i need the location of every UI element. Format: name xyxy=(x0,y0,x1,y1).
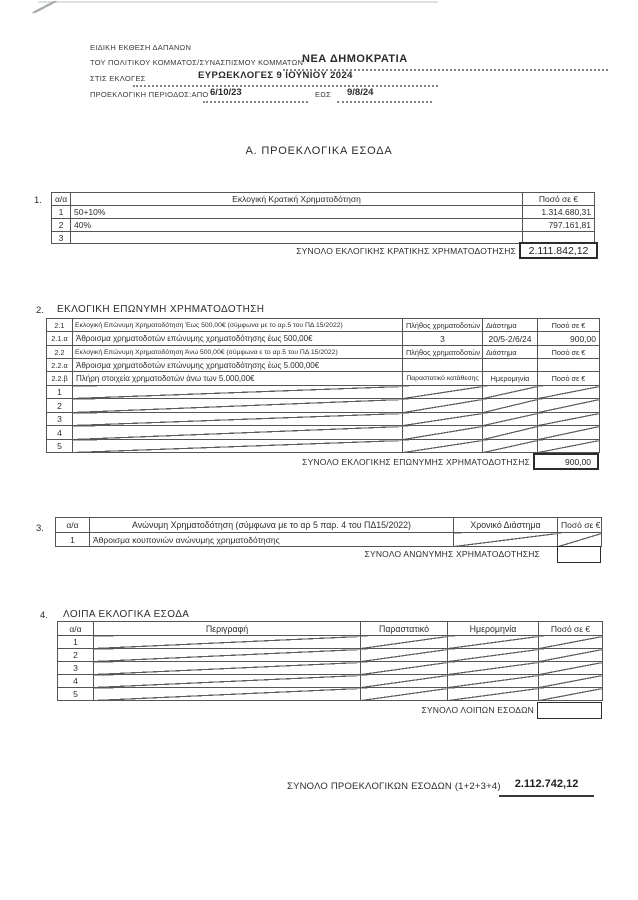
table4-empty-row xyxy=(58,675,603,688)
cell-num: 4 xyxy=(58,675,94,688)
period-label: ΠΡΟΕΚΛΟΓΙΚΗ ΠΕΡΙΟΔΟΣ:ΑΠΟ xyxy=(90,90,209,99)
empty-cell-diagonal xyxy=(539,636,603,649)
table1-col-amount: Ποσό σε € xyxy=(523,193,595,206)
table3-col-period: Χρονικό Διάστημα xyxy=(454,518,558,533)
empty-cell-diagonal xyxy=(361,636,448,649)
empty-cell-diagonal xyxy=(403,399,483,413)
empty-cell-diagonal xyxy=(538,413,600,426)
table2-total-value-box: 900,00 xyxy=(533,453,599,470)
cell-count: 3 xyxy=(403,332,483,346)
table3-row xyxy=(56,533,602,547)
table3-total-value-box-empty xyxy=(557,546,601,563)
empty-cell-diagonal xyxy=(361,662,448,675)
period-eos-label: ΕΩΣ xyxy=(315,90,331,99)
table2-empty-row xyxy=(47,440,600,453)
table4-other-income xyxy=(57,621,603,701)
cell-id: 2.1 xyxy=(47,319,73,332)
table1-row xyxy=(52,206,595,219)
cell-num: 2 xyxy=(58,649,94,662)
cell-amount: 797.161,81 xyxy=(523,219,595,232)
cell-num: 3 xyxy=(47,413,73,426)
table4-empty-row xyxy=(58,662,603,675)
table1-col-num: α/α xyxy=(52,193,71,206)
empty-cell-diagonal xyxy=(94,688,361,701)
empty-cell-diagonal xyxy=(94,662,361,675)
empty-cell-diagonal xyxy=(73,386,403,399)
table2-row-2-2 xyxy=(47,346,600,359)
period-to-value: 9/8/24 xyxy=(347,87,374,98)
empty-cell-diagonal xyxy=(361,688,448,701)
party-value: ΝΕΑ ΔΗΜΟΚΡΑΤΙΑ xyxy=(302,53,408,65)
table1-row xyxy=(52,232,595,244)
empty-cell-diagonal xyxy=(538,426,600,440)
table1-row xyxy=(52,219,595,232)
cell-num: 5 xyxy=(58,688,94,701)
table1-col-desc: Εκλογική Κρατική Χρηματοδότηση xyxy=(71,193,523,206)
empty-cell-diagonal xyxy=(361,675,448,688)
cell-period-header: Διάστημα xyxy=(483,319,538,332)
table3-col-amount: Ποσό σε € xyxy=(558,518,602,533)
table4-empty-row xyxy=(58,649,603,662)
empty-cell-diagonal xyxy=(94,649,361,662)
table4-number: 4. xyxy=(40,610,48,621)
cell-num: 3 xyxy=(52,232,71,244)
empty-cell-diagonal xyxy=(454,533,558,547)
table3-anonymous-funding xyxy=(55,517,602,547)
cell-num: 2 xyxy=(52,219,71,232)
table3-header-row xyxy=(56,518,602,533)
cell-desc: Πλήρη στοιχεία χρηματοδοτών άνω των 5.000,00€ xyxy=(73,372,403,386)
cell-num: 5 xyxy=(47,440,73,453)
table3-col-desc: Ανώνυμη Χρηματοδότηση (σύμφωνα με το αρ 5 παρ. 4 του ΠΔ15/2022) xyxy=(90,518,454,533)
cell-desc: 50+10% xyxy=(71,206,523,219)
cell-num: 1 xyxy=(56,533,90,547)
table4-col-amount: Ποσό σε € xyxy=(539,622,603,636)
empty-cell-diagonal xyxy=(448,688,539,701)
cell-desc: Εκλογική Επώνυμη Χρηματοδότηση Άνω 500,00€ (σύμφωνα ε το αρ.5 του ΠΔ 15/2022) xyxy=(73,346,403,359)
table2-row-2-1a xyxy=(47,332,600,346)
cell-amount: 900,00 xyxy=(538,332,600,346)
empty-cell-diagonal xyxy=(73,440,403,453)
table1-state-funding xyxy=(51,192,595,244)
table4-empty-row xyxy=(58,688,603,701)
table3-col-num: α/α xyxy=(56,518,90,533)
cell-num: 4 xyxy=(47,426,73,440)
cell-doc-header: Παραστατικό κατάθεσης xyxy=(403,372,483,386)
empty-cell-diagonal xyxy=(403,426,483,440)
cell-num: 3 xyxy=(58,662,94,675)
cell-amount-header: Ποσό σε € xyxy=(538,372,600,386)
empty-cell xyxy=(538,359,600,372)
table4-header-row xyxy=(58,622,603,636)
grand-total-value: 2.112.742,12 xyxy=(514,778,579,790)
table2-total-label: ΣΥΝΟΛΟ ΕΚΛΟΓΙΚΗΣ ΕΠΩΝΥΜΗΣ ΧΡΗΜΑΤΟΔΟΤΗΣΗΣ xyxy=(302,457,530,467)
period-from-dotted-line xyxy=(203,101,308,103)
cell-date-header: Ημερομηνία xyxy=(483,372,538,386)
empty-cell-diagonal xyxy=(448,675,539,688)
table1-total-value-box: 2.111.842,12 xyxy=(519,242,598,259)
empty-cell-diagonal xyxy=(448,662,539,675)
empty-cell xyxy=(483,359,538,372)
report-title: ΕΙΔΙΚΗ ΕΚΘΕΣΗ ΔΑΠΑΝΩΝ xyxy=(90,43,192,52)
table2-empty-row xyxy=(47,399,600,413)
empty-cell-diagonal xyxy=(448,636,539,649)
cell-period-header: Διάστημα xyxy=(483,346,538,359)
empty-cell-diagonal xyxy=(483,399,538,413)
empty-cell-diagonal xyxy=(73,399,403,413)
empty-cell-diagonal xyxy=(483,413,538,426)
table2-empty-row xyxy=(47,426,600,440)
cell-count-header: Πλήθος χρηματοδοτών xyxy=(403,346,483,359)
empty-cell-diagonal xyxy=(73,413,403,426)
cell-desc: Άθροισμα χρηματοδοτών επώνυμης χρηματοδότησης έως 5.000,00€ xyxy=(73,359,403,372)
table4-col-num: α/α xyxy=(58,622,94,636)
cell-desc: Άθροισμα κουπονιών ανώνυμης χρηματοδότησης xyxy=(90,533,454,547)
cell-num: 2 xyxy=(47,399,73,413)
table1-number: 1. xyxy=(34,195,42,206)
cell-desc: Άθροισμα χρηματοδοτών επώνυμης χρηματοδότησης έως 500,00€ xyxy=(73,332,403,346)
table2-title: ΕΚΛΟΓΙΚΗ ΕΠΩΝΥΜΗ ΧΡΗΜΑΤΟΔΟΤΗΣΗ xyxy=(57,304,265,315)
cell-num: 1 xyxy=(52,206,71,219)
table3-total-label: ΣΥΝΟΛΟ ΑΝΩΝΥΜΗΣ ΧΡΗΜΑΤΟΔΟΤΗΣΗΣ xyxy=(364,549,540,559)
party-label: ΤΟΥ ΠΟΛΙΤΙΚΟΥ ΚΟΜΜΑΤΟΣ/ΣΥΝΑΣΠΙΣΜΟΥ ΚΟΜΜΑΤΩΝ xyxy=(90,58,304,67)
empty-cell-diagonal xyxy=(558,533,602,547)
empty-cell-diagonal xyxy=(539,649,603,662)
cell-amount-header: Ποσό σε € xyxy=(538,346,600,359)
cell-amount: 1.314.680,31 xyxy=(523,206,595,219)
empty-cell-diagonal xyxy=(403,386,483,399)
table4-col-date: Ημερομηνία xyxy=(448,622,539,636)
table1-total-label: ΣΥΝΟΛΟ ΕΚΛΟΓΙΚΗΣ ΚΡΑΤΙΚΗΣ ΧΡΗΜΑΤΟΔΟΤΗΣΗΣ xyxy=(296,246,516,256)
empty-cell-diagonal xyxy=(538,399,600,413)
table2-number: 2. xyxy=(36,305,44,316)
table4-title: ΛΟΙΠΑ ΕΚΛΟΓΙΚΑ ΕΣΟΔΑ xyxy=(63,609,190,620)
table2-row-2-2b xyxy=(47,372,600,386)
empty-cell-diagonal xyxy=(94,675,361,688)
election-label: ΣΤΙΣ ΕΚΛΟΓΕΣ xyxy=(90,74,146,83)
period-from-value: 6/10/23 xyxy=(210,87,242,98)
table4-col-desc: Περιγραφή xyxy=(94,622,361,636)
empty-cell-diagonal xyxy=(539,662,603,675)
empty-cell-diagonal xyxy=(483,426,538,440)
empty-cell-diagonal xyxy=(483,440,538,453)
cell-id: 2.2.β xyxy=(47,372,73,386)
table4-total-label: ΣΥΝΟΛΟ ΛΟΙΠΩΝ ΕΣΟΔΩΝ xyxy=(421,705,534,715)
table4-empty-row xyxy=(58,636,603,649)
election-value: ΕΥΡΩΕΚΛΟΓΕΣ 9 ΙΟΥΝΙΟΥ 2024 xyxy=(198,70,353,81)
table3-number: 3. xyxy=(36,523,44,534)
cell-num: 1 xyxy=(47,386,73,399)
page-title: Α. ΠΡΟΕΚΛΟΓΙΚΑ ΕΣΟΔΑ xyxy=(245,145,393,157)
cell-period: 20/5-2/6/24 xyxy=(483,332,538,346)
empty-cell-diagonal xyxy=(538,386,600,399)
table4-total-value-box-empty xyxy=(537,702,602,719)
empty-cell-diagonal xyxy=(538,440,600,453)
scan-pen-mark xyxy=(32,1,58,14)
cell-id: 2.2.α xyxy=(47,359,73,372)
cell-id: 2.2 xyxy=(47,346,73,359)
grand-total-underline xyxy=(499,795,594,797)
cell-id: 2.1.α xyxy=(47,332,73,346)
empty-cell-diagonal xyxy=(539,675,603,688)
empty-cell-diagonal xyxy=(448,649,539,662)
empty-cell-diagonal xyxy=(403,440,483,453)
cell-amount-header: Ποσό σε € xyxy=(538,319,600,332)
table2-row-2-1 xyxy=(47,319,600,332)
empty-cell-diagonal xyxy=(483,386,538,399)
table1-header-row xyxy=(52,193,595,206)
empty-cell-diagonal xyxy=(403,413,483,426)
scan-edge-artifact xyxy=(38,1,438,3)
table2-empty-row xyxy=(47,386,600,399)
period-to-dotted-line xyxy=(337,101,432,103)
cell-count-header: Πλήθος χρηματοδοτών xyxy=(403,319,483,332)
empty-cell-diagonal xyxy=(73,426,403,440)
empty-cell-diagonal xyxy=(94,636,361,649)
election-dotted-line xyxy=(133,85,438,87)
table2-empty-row xyxy=(47,413,600,426)
cell-desc xyxy=(71,232,523,244)
grand-total-label: ΣΥΝΟΛΟ ΠΡΟΕΚΛΟΓΙΚΩΝ ΕΣΟΔΩΝ (1+2+3+4) xyxy=(287,781,501,792)
cell-num: 1 xyxy=(58,636,94,649)
cell-desc: Εκλογική Επώνυμη Χρηματοδότηση Έως 500,00€ (σύμφωνα με το αρ.5 του ΠΔ 15/2022) xyxy=(73,319,403,332)
cell-desc: 40% xyxy=(71,219,523,232)
table2-named-funding xyxy=(46,318,600,453)
table2-row-2-2a xyxy=(47,359,600,372)
table4-col-doc: Παραστατικό xyxy=(361,622,448,636)
empty-cell-diagonal xyxy=(539,688,603,701)
empty-cell xyxy=(403,359,483,372)
empty-cell-diagonal xyxy=(361,649,448,662)
